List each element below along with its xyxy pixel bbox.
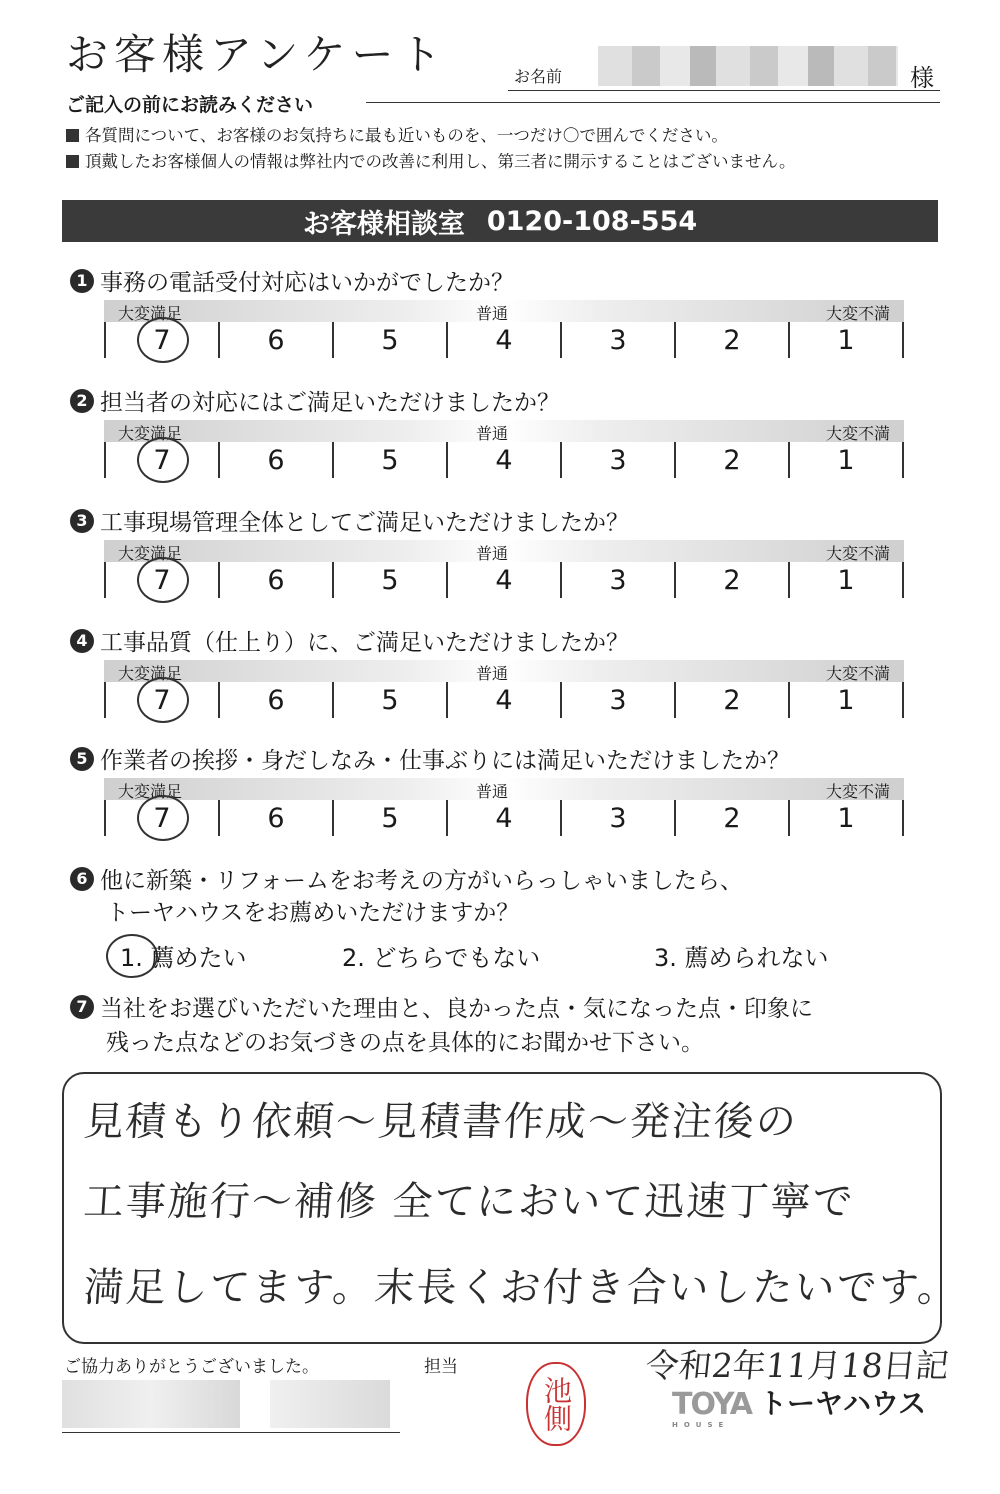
rating-option-5[interactable]	[332, 682, 446, 718]
scale-label-right: 大変不満	[825, 664, 890, 683]
scale-label-center: 普通	[476, 544, 509, 563]
scale-label-left: 大変満足	[118, 544, 183, 563]
rating-option-4[interactable]	[446, 322, 560, 358]
rating-option-4[interactable]	[446, 682, 560, 718]
rating-value: 3	[609, 684, 627, 716]
question-text: 担当者の対応にはご満足いただけましたか？	[100, 390, 560, 416]
rating-value: 7	[153, 324, 171, 356]
rating-value: 3	[609, 444, 627, 476]
rating-option-6[interactable]	[218, 322, 332, 358]
question-1	[70, 264, 514, 297]
seal-text: 池側	[540, 1376, 573, 1432]
rating-scale-3	[104, 540, 904, 600]
scale-label-left: 大変満足	[118, 664, 183, 683]
name-suffix: 様	[910, 64, 934, 92]
question-number-badge: 3	[70, 509, 94, 533]
rating-value: 6	[267, 444, 285, 476]
question-7-line1: 当社をお選びいただいた理由と、良かった点・気になった点・印象に	[100, 996, 813, 1022]
question-4	[70, 624, 629, 657]
q6-option-2[interactable]: 2. どちらでもない	[342, 944, 541, 972]
preread-rule	[366, 102, 940, 103]
rating-value: 4	[495, 324, 513, 356]
signature-line	[62, 1432, 400, 1433]
scale-label-right: 大変不満	[825, 782, 890, 801]
question-5	[70, 742, 790, 775]
selected-circle	[137, 557, 189, 603]
company-logo	[672, 1382, 927, 1429]
rating-option-6[interactable]	[218, 562, 332, 598]
rating-value: 2	[723, 324, 741, 356]
rating-value: 6	[267, 684, 285, 716]
rating-value: 2	[723, 802, 741, 834]
rating-option-3[interactable]	[560, 442, 674, 478]
question-number-badge: 1	[70, 269, 94, 293]
notice-1: 各質問について、お客様のお気持ちに最も近いものを、一つだけ〇で囲んでください。	[66, 122, 728, 146]
square-bullet-icon	[66, 129, 79, 142]
rating-value: 1	[837, 564, 855, 596]
question-text: 工事現場管理全体としてご満足いただけましたか？	[100, 510, 629, 536]
rating-option-5[interactable]	[332, 322, 446, 358]
thanks-text: ご協力ありがとうございました。	[64, 1357, 319, 1377]
signature-redacted-2	[270, 1380, 390, 1428]
rating-option-2[interactable]	[674, 442, 788, 478]
rating-value: 6	[267, 802, 285, 834]
banner-label: お客様相談室	[302, 208, 465, 240]
question-7	[70, 990, 813, 1023]
rating-option-5[interactable]	[332, 800, 446, 836]
rating-option-7[interactable]	[104, 800, 218, 836]
rating-option-2[interactable]	[674, 682, 788, 718]
rating-value: 3	[609, 564, 627, 596]
rating-cells	[104, 562, 904, 598]
rating-cells	[104, 322, 904, 358]
scale-label-center: 普通	[476, 782, 509, 801]
rating-option-6[interactable]	[218, 442, 332, 478]
question-6-line1: 他に新築・リフォームをお考えの方がいらっしゃいましたら、	[100, 868, 743, 894]
rating-value: 5	[381, 564, 399, 596]
rating-value: 7	[153, 444, 171, 476]
rating-scale-4	[104, 660, 904, 720]
question-2	[70, 384, 560, 417]
answer-line-2: 工事施行～補修 全てにおいて迅速丁寧で	[82, 1179, 857, 1225]
scale-label-left: 大変満足	[118, 304, 183, 323]
answer-line-1: 見積もり依頼～見積書作成～発注後の	[82, 1099, 800, 1145]
question-6-cont	[106, 894, 519, 927]
preread-heading: ご記入の前にお読みください	[66, 94, 314, 116]
rating-value: 3	[609, 324, 627, 356]
rating-scale-1	[104, 300, 904, 360]
rating-option-7[interactable]	[104, 442, 218, 478]
scale-label-left: 大変満足	[118, 782, 183, 801]
rating-option-1[interactable]	[788, 322, 904, 358]
answer-line-3: 満足してます。末長くお付き合いしたいです。	[82, 1265, 961, 1311]
q6-options	[106, 938, 906, 978]
selected-circle	[137, 317, 189, 363]
rating-option-7[interactable]	[104, 562, 218, 598]
question-text: 工事品質（仕上り）に、ご満足いただけましたか？	[100, 630, 629, 656]
scale-label-right: 大変不満	[825, 544, 890, 563]
rating-value: 7	[153, 802, 171, 834]
question-text: 事務の電話受付対応はいかがでしたか？	[100, 270, 514, 296]
name-redacted	[598, 46, 898, 86]
question-number-badge: 6	[70, 867, 94, 891]
rating-value: 4	[495, 802, 513, 834]
rating-value: 1	[837, 444, 855, 476]
name-underline	[508, 90, 940, 91]
scale-label-left: 大変満足	[118, 424, 183, 443]
rating-value: 2	[723, 564, 741, 596]
question-number-badge: 4	[70, 629, 94, 653]
rating-option-2[interactable]	[674, 562, 788, 598]
rating-value: 5	[381, 684, 399, 716]
scale-label-center: 普通	[476, 424, 509, 443]
rating-option-3[interactable]	[560, 562, 674, 598]
selected-circle	[137, 437, 189, 483]
rating-option-3[interactable]	[560, 322, 674, 358]
rating-cells	[104, 800, 904, 836]
rating-option-1[interactable]	[788, 442, 904, 478]
staff-label: 担当	[424, 1357, 458, 1377]
rating-option-6[interactable]	[218, 800, 332, 836]
rating-option-4[interactable]	[446, 562, 560, 598]
rating-option-5[interactable]	[332, 562, 446, 598]
rating-option-1[interactable]	[788, 682, 904, 718]
rating-option-7[interactable]	[104, 322, 218, 358]
rating-value: 5	[381, 324, 399, 356]
rating-option-5[interactable]	[332, 442, 446, 478]
rating-value: 2	[723, 444, 741, 476]
rating-value: 6	[267, 324, 285, 356]
rating-cells	[104, 442, 904, 478]
question-7-line2: 残った点などのお気づきの点を具体的にお聞かせ下さい。	[106, 1030, 704, 1056]
rating-value: 1	[837, 802, 855, 834]
logo-subtext: HOUSE	[672, 1421, 730, 1429]
selected-circle	[137, 677, 189, 723]
rating-value: 4	[495, 444, 513, 476]
rating-cells	[104, 682, 904, 718]
signature-redacted	[62, 1380, 240, 1428]
rating-value: 7	[153, 564, 171, 596]
rating-value: 2	[723, 684, 741, 716]
rating-value: 1	[837, 684, 855, 716]
rating-option-1[interactable]	[788, 562, 904, 598]
rating-value: 5	[381, 802, 399, 834]
question-7-cont	[106, 1024, 704, 1057]
rating-option-2[interactable]	[674, 322, 788, 358]
survey-title: お客様アンケート	[66, 30, 448, 79]
question-6-line2: トーヤハウスをお薦めいただけますか？	[106, 900, 520, 926]
rating-value: 1	[837, 324, 855, 356]
rating-value: 5	[381, 444, 399, 476]
scale-label-center: 普通	[476, 304, 509, 323]
rating-value: 3	[609, 802, 627, 834]
rating-value: 4	[495, 684, 513, 716]
rating-option-3[interactable]	[560, 800, 674, 836]
rating-scale-2	[104, 420, 904, 480]
name-label: お名前	[514, 67, 563, 86]
logo-mark: TOYA HOUSE	[672, 1387, 751, 1429]
question-3	[70, 504, 629, 537]
rating-option-7[interactable]	[104, 682, 218, 718]
scale-label-right: 大変不満	[825, 304, 890, 323]
consultation-banner	[62, 200, 938, 242]
scale-label-right: 大変不満	[825, 424, 890, 443]
rating-option-3[interactable]	[560, 682, 674, 718]
rating-option-4[interactable]	[446, 800, 560, 836]
banner-phone[interactable]: 0120-108-554	[486, 205, 698, 237]
rating-scale-5	[104, 778, 904, 838]
rating-option-6[interactable]	[218, 682, 332, 718]
rating-value: 7	[153, 684, 171, 716]
square-bullet-icon	[66, 155, 79, 168]
staff-seal	[526, 1362, 586, 1446]
notice-2: 頂戴したお客様個人の情報は弊社内での改善に利用し、第三者に開示することはございません。	[66, 148, 796, 172]
scale-label-center: 普通	[476, 664, 509, 683]
question-text: 作業者の挨拶・身だしなみ・仕事ぶりには満足いただけましたか？	[100, 748, 790, 774]
rating-option-4[interactable]	[446, 442, 560, 478]
rating-option-1[interactable]	[788, 800, 904, 836]
question-number-badge: 5	[70, 747, 94, 771]
rating-value: 6	[267, 564, 285, 596]
q6-option-1[interactable]: 1. 薦めたい	[120, 944, 247, 972]
q6-option-3[interactable]: 3. 薦められない	[654, 944, 829, 972]
question-6	[70, 862, 743, 895]
rating-value: 4	[495, 564, 513, 596]
rating-option-2[interactable]	[674, 800, 788, 836]
written-date: 令和2年11月18日記	[643, 1346, 951, 1385]
question-number-badge: 2	[70, 389, 94, 413]
company-name: トーヤハウス	[758, 1387, 927, 1420]
selected-circle	[137, 795, 189, 841]
question-number-badge: 7	[70, 995, 94, 1019]
